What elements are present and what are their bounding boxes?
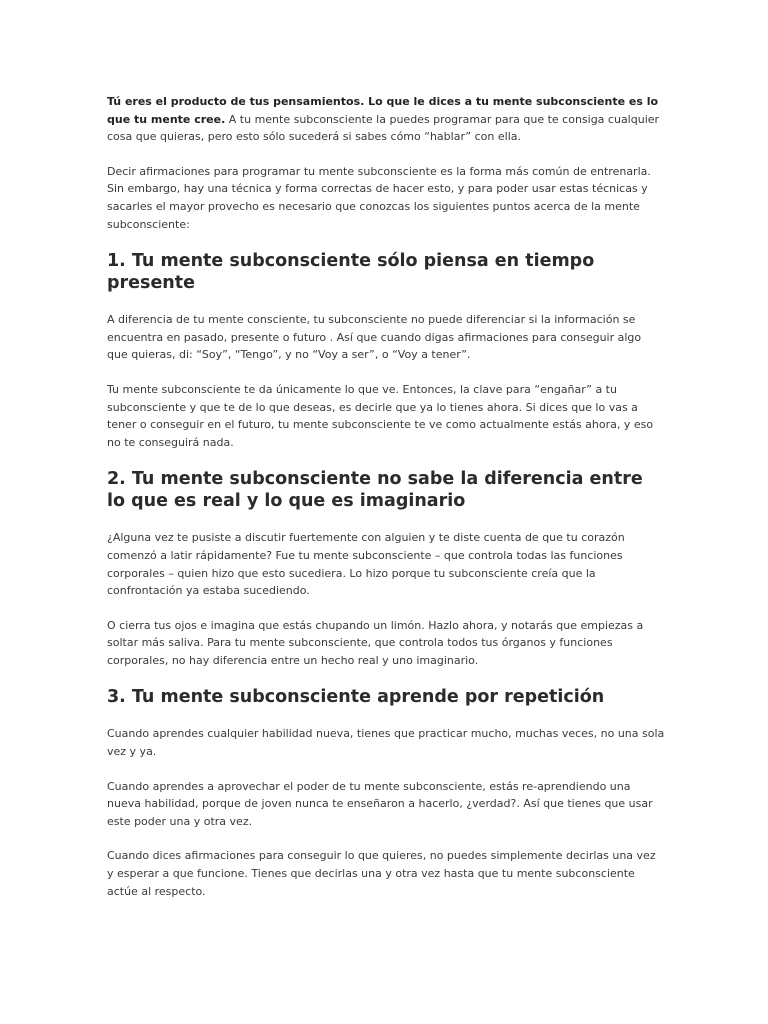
article-body xyxy=(107,93,665,900)
intro-text: A tu mente subconsciente la puedes programar para que te consiga cualquier cosa que quieras, pero esto sólo sucederá si sabes cómo “hablar” con ella. xyxy=(107,112,660,144)
section-1-heading: 1. Tu mente subconsciente sólo piensa en tiempo presente xyxy=(107,251,595,294)
section-1-paragraph-2: Tu mente subconsciente te da únicamente lo que ve. Entonces, la clave para “engañar” a tu subconsciente y que te de lo que deseas, es decirle que ya lo tienes ahora. Si dices que lo vas a tener o conseguir en el futuro, tu mente subconsciente te ve como actualmente estás ahora, y eso no te conseguirá nada. xyxy=(107,382,654,449)
section-2-paragraph-2: O cierra tus ojos e imagina que estás chupando un limón. Hazlo ahora, y notarás que empiezas a soltar más saliva. Para tu mente subconsciente, que controla todos tus órganos y funciones corporales, no hay diferencia entre un hecho real y uno imaginario. xyxy=(107,618,644,667)
section-3-paragraph-3: Cuando dices afirmaciones para conseguir lo que quieres, no puedes simplemente decirlas una vez y esperar a que funcione. Tienes que decirlas una y otra vez hasta que tu mente subconsciente actúe al respecto. xyxy=(107,849,656,898)
section-3-heading: 3. Tu mente subconsciente aprende por repetición xyxy=(107,687,605,708)
section-2-paragraph-1: ¿Alguna vez te pusiste a discutir fuertemente con alguien y te diste cuenta de que tu corazón comenzó a latir rápidamente? Fue tu mente subconsciente – que controla todas las funciones corporales – quien hizo que esto sucediera. Lo hizo porque tu subconsciente creía que la confrontación ya estaba sucediendo. xyxy=(107,531,625,598)
section-1-paragraph-1: A diferencia de tu mente consciente, tu subconsciente no puede diferenciar si la información se encuentra en pasado, presente o futuro . Así que cuando digas afirmaciones para conseguir algo que quieras, di: “Soy”, “Tengo”, y no “Voy a ser”, o “Voy a tener”. xyxy=(107,313,642,362)
section-3-paragraph-1: Cuando aprendes cualquier habilidad nueva, tienes que practicar mucho, muchas veces, no una sola vez y ya. xyxy=(107,727,665,759)
afirmaciones-paragraph: Decir afirmaciones para programar tu mente subconsciente es la forma más común de entrenarla. Sin embargo, hay una técnica y forma correctas de hacer esto, y para poder usar estas técnicas y sacarles el mayor provecho es necesario que conozcas los siguientes puntos acerca de la mente subconsciente: xyxy=(107,164,651,231)
intro-bold-text: Tú eres el producto de tus pensamientos. Lo que le dices a tu mente subconsciente es lo que tu mente cree. xyxy=(107,95,659,126)
intro-paragraph xyxy=(107,93,665,146)
section-2-heading: 2. Tu mente subconsciente no sabe la diferencia entre lo que es real y lo que es imaginario xyxy=(107,469,643,512)
section-3-paragraph-2: Cuando aprendes a aprovechar el poder de tu mente subconsciente, estás re-aprendiendo una nueva habilidad, porque de joven nunca te enseñaron a hacerlo, ¿verdad?. Así que tienes que usar este poder una y otra vez. xyxy=(107,779,653,828)
